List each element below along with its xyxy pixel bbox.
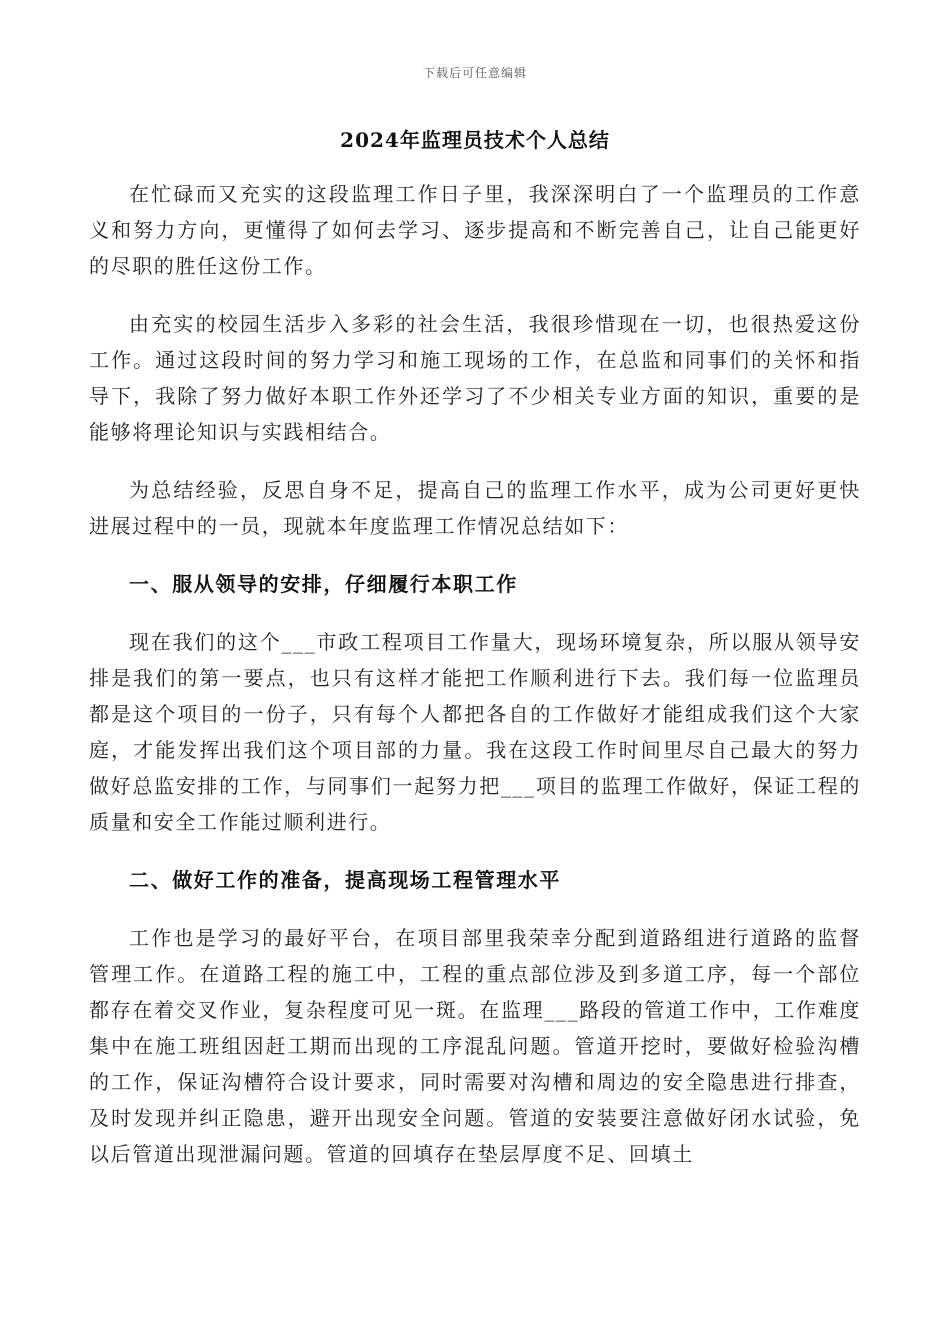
paragraph-gap <box>89 284 861 306</box>
header-note: 下载后可任意编辑 <box>422 66 527 80</box>
paragraph-gap <box>89 602 861 624</box>
paragraph-intro: 在忙碌而又充实的这段监理工作日子里，我深深明白了一个监理员的工作意义和努力方向，更懂得了如何去学习、逐步提高和不断完善自己，让自己能更好的尽职的胜任这份工作。 <box>89 182 861 278</box>
paragraph-background: 由充实的校园生活步入多彩的社会生活，我很珍惜现在一切，也很热爱这份工作。通过这段时间的努力学习和施工现场的工作，在总监和同事们的关怀和指导下，我除了努力做好本职工作外还学习了不少相关专业方面的知识，重要的是能够将理论知识与实践相结合。 <box>89 312 861 444</box>
paragraph-gap <box>89 544 861 566</box>
paragraph-gap <box>89 840 861 862</box>
document-body <box>89 176 861 1172</box>
document-title: 2024年监理员技术个人总结 <box>340 128 610 152</box>
paragraph-section-1: 现在我们的这个___市政工程项目工作量大，现场环境复杂，所以服从领导安排是我们的第一要点，也只有这样才能把工作顺利进行下去。我们每一位监理员都是这个项目的一份子，只有每个人都把各自的工作做好才能组成我们这个大家庭，才能发挥出我们这个项目部的力量。我在这段工作时间里尽自己最大的努力做好总监安排的工作，与同事们一起努力把___项目的监理工作做好，保证工程的质量和安全工作能过顺利进行。 <box>89 630 861 834</box>
section-heading-2: 二、做好工作的准备，提高现场工程管理水平 <box>129 868 561 892</box>
paragraph-purpose: 为总结经验，反思自身不足，提高自己的监理工作水平，成为公司更好更快进展过程中的一员，现就本年度监理工作情况总结如下： <box>89 478 861 538</box>
paragraph-section-2: 工作也是学习的最好平台，在项目部里我荣幸分配到道路组进行道路的监督管理工作。在道路工程的施工中，工程的重点部位涉及到多道工序，每一个部位都存在着交叉作业，复杂程度可见一斑。在监理___路段的管道工作中，工作难度集中在施工班组因赶工期而出现的工序混乱问题。管道开挖时，要做好检验沟槽的工作，保证沟槽符合设计要求，同时需要对沟槽和周边的安全隐患进行排查，及时发现并纠正隐患，避开出现安全问题。管道的安装要注意做好闭水试验，免以后管道出现泄漏问题。管道的回填存在垫层厚度不足、回填土 <box>89 926 861 1166</box>
paragraph-gap <box>89 898 861 920</box>
paragraph-gap <box>89 450 861 472</box>
section-heading-1: 一、服从领导的安排，仔细履行本职工作 <box>129 572 518 596</box>
